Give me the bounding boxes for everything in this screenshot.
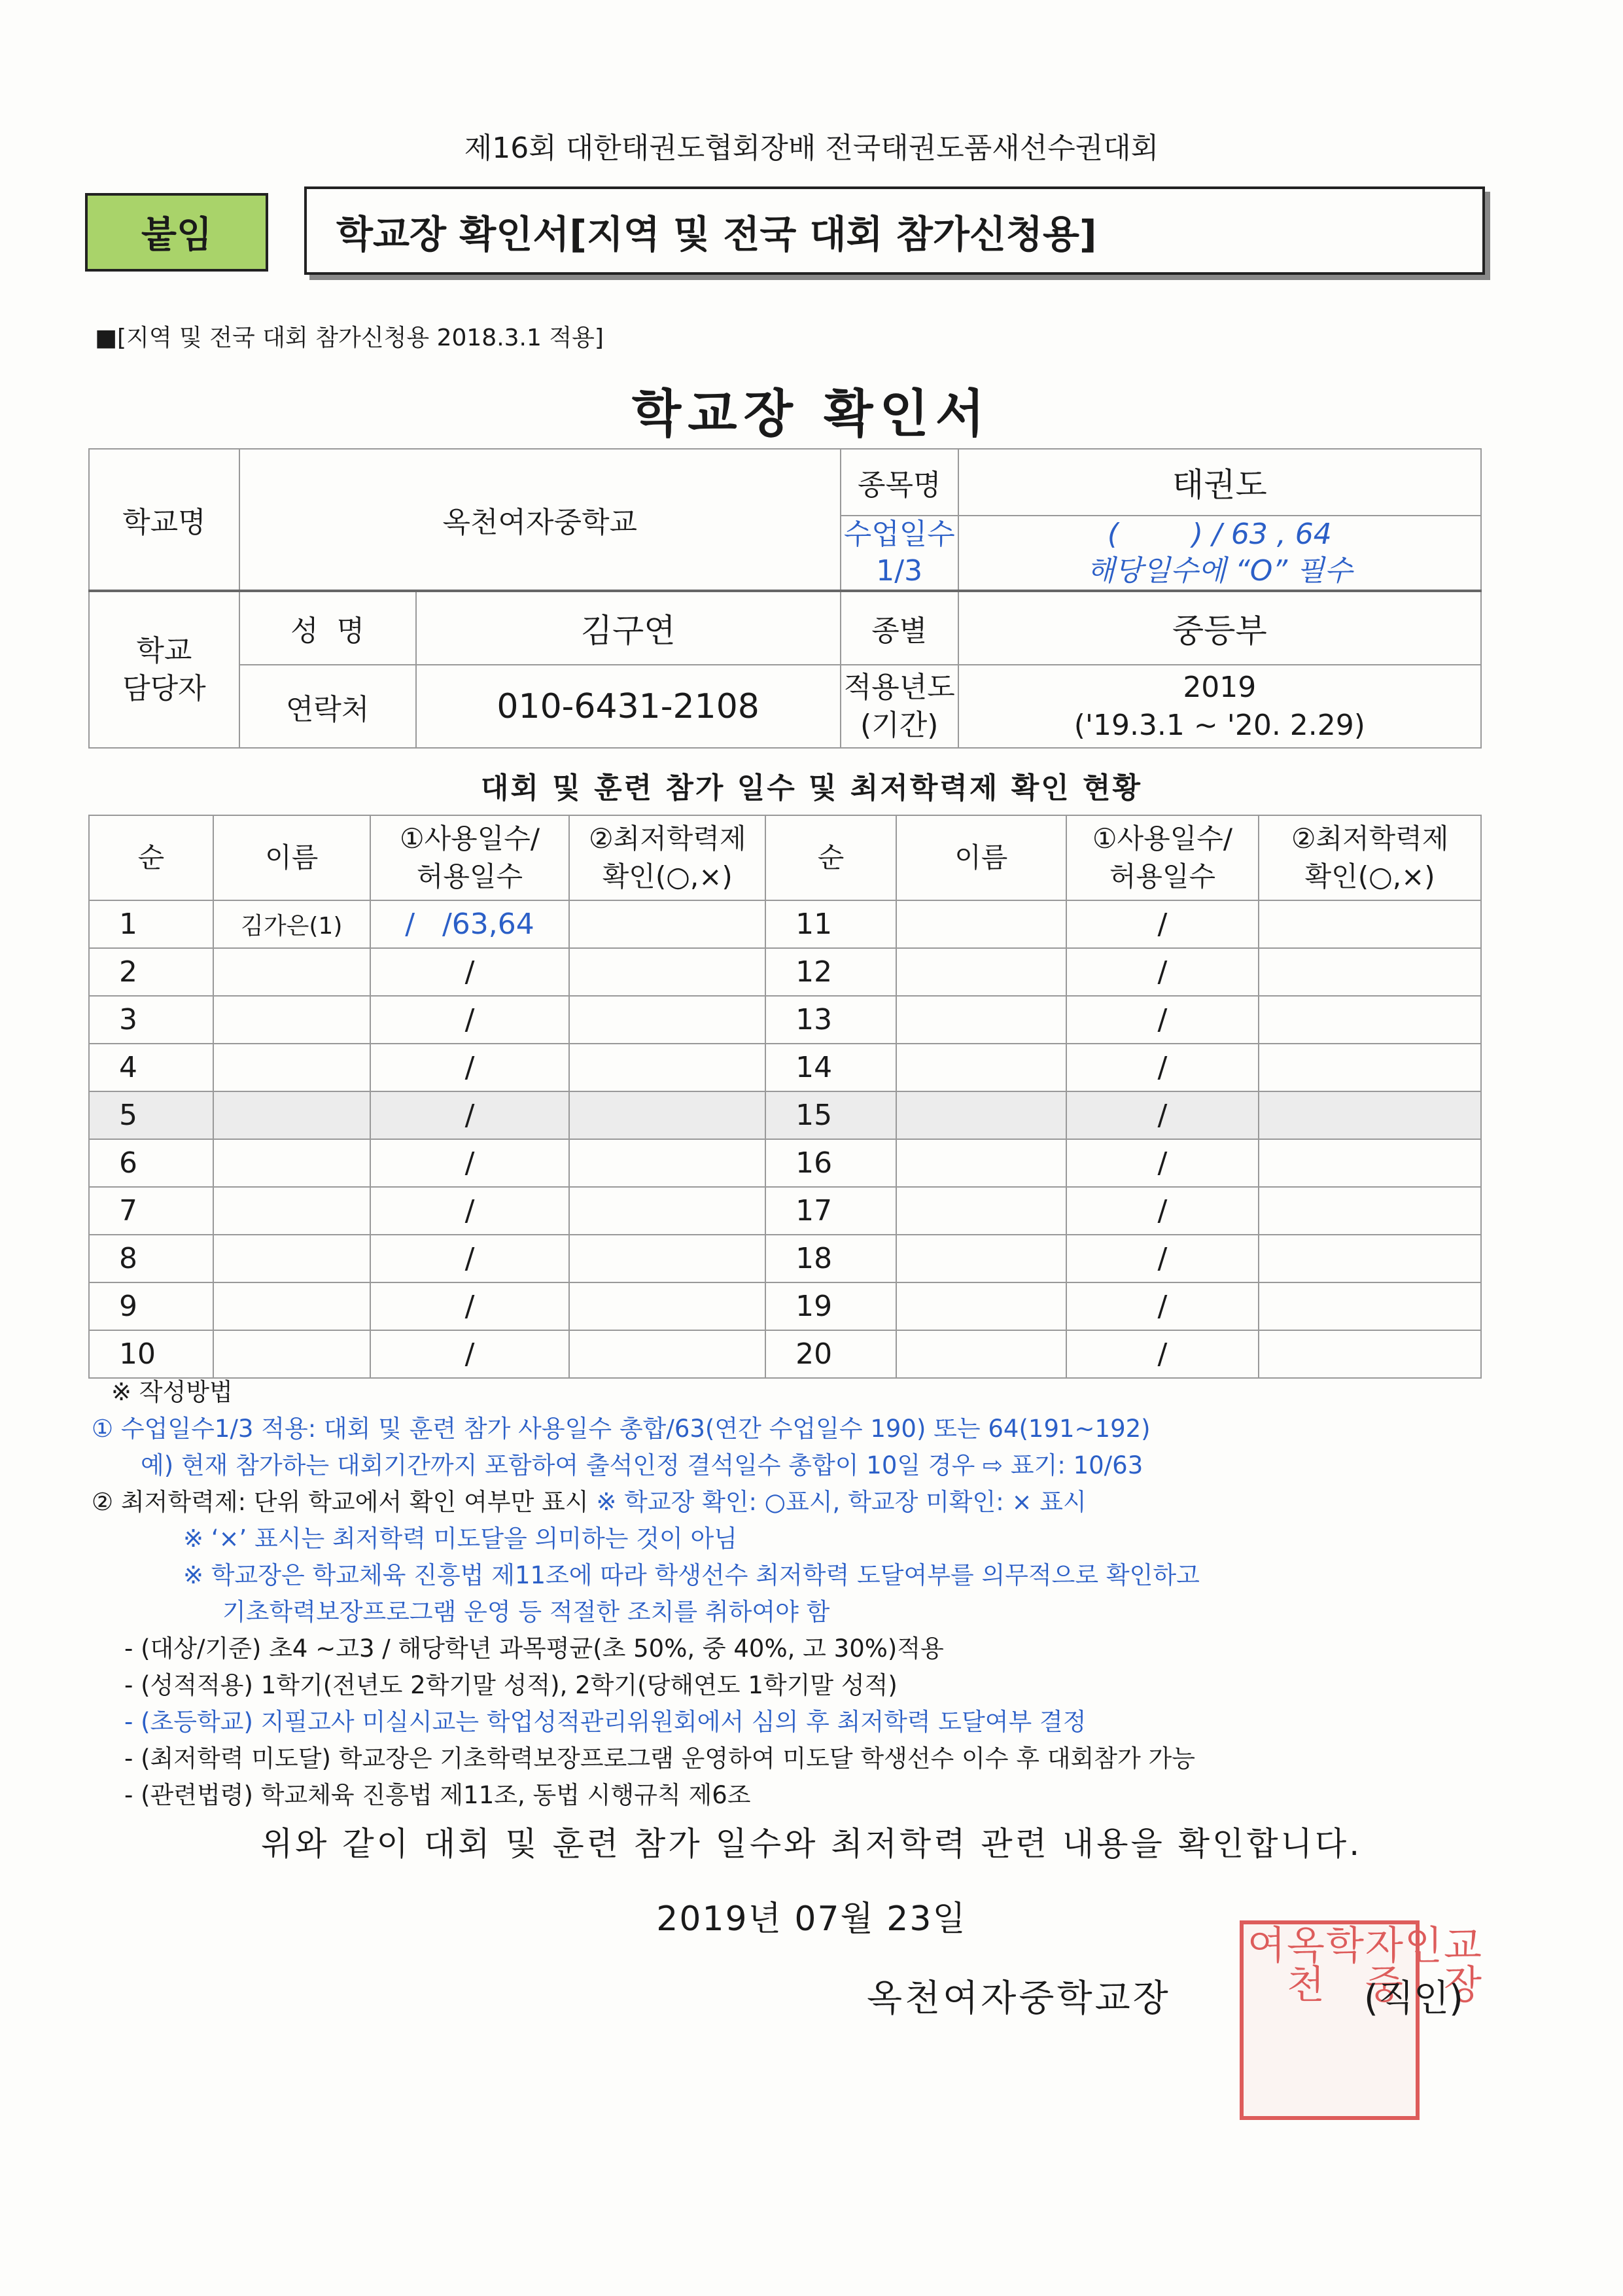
year-label-1: 적용년도 [843,670,955,704]
header-name-right: 이름 [896,815,1066,900]
division-label: 종별 [841,591,958,665]
seal-column-3: 교장인 [1397,1924,1482,2003]
cell-no-right: 15 [765,1091,896,1139]
sport-label: 종목명 [841,449,958,516]
cell-no-left: 9 [89,1282,213,1330]
cell-no-left: 5 [89,1091,213,1139]
instruction-line-7: - (대상/기준) 초4 ~고3 / 해당학년 과목평균(초 50%, 중 40%, 고 30%)적용 [124,1634,944,1663]
manager-label-1: 학교 [136,633,192,667]
cell-no-right: 11 [765,900,896,948]
cell-min-left [569,1139,765,1187]
name-label: 성 명 [239,591,416,665]
cell-no-left: 8 [89,1235,213,1282]
cell-min-right [1259,1330,1481,1378]
manager-label-2: 담당자 [122,671,206,705]
school-value: 옥천여자중학교 [239,449,841,591]
header-min-right-1: ②최저학력제 [1291,822,1449,855]
class-days-label-2: 1/3 [876,554,923,588]
cell-name-left: 김가은(1) [213,900,370,948]
principal-name: 옥천여자중학교장 [867,1977,1171,2020]
cell-name-right [896,1235,1066,1282]
cell-days-right: / [1066,1235,1259,1282]
cell-days-right: / [1066,1187,1259,1235]
instruction-line-11: - (관련법령) 학교체육 진흥법 제11조, 동법 시행규칙 제6조 [124,1781,751,1809]
cell-days-left: / [370,948,570,996]
cell-no-left: 7 [89,1187,213,1235]
cell-days-right: / [1066,948,1259,996]
cell-days-right: / [1066,996,1259,1044]
cell-days-left: / [370,1235,570,1282]
header-days-left-1: ①사용일수/ [399,822,540,855]
cell-days-left: / [370,1044,570,1091]
cell-no-left: 4 [89,1044,213,1091]
year-value-2: ('19.3.1 ~ '20. 2.29) [1073,708,1365,742]
cell-no-left: 2 [89,948,213,996]
class-days-label-1: 수업일수 [843,518,955,551]
seal-column-2: 자중학 [1319,1924,1404,2003]
table-row [89,1330,1481,1378]
cell-min-right [1259,948,1481,996]
cell-no-right: 17 [765,1187,896,1235]
cell-min-right [1259,1139,1481,1187]
table-row [89,1139,1481,1187]
event-title: 제16회 대한태권도협회장배 전국태권도품새선수권대회 [464,132,1159,165]
cell-min-left [569,1330,765,1378]
cell-days-left: / [370,1187,570,1235]
instruction-line-8: - (성적적용) 1학기(전년도 2학기말 성적), 2학기(당해연도 1학기말 성적) [124,1671,898,1699]
cell-days-right: / [1066,1282,1259,1330]
cell-min-left [569,996,765,1044]
table-row [89,1235,1481,1282]
cell-min-left [569,1282,765,1330]
status-table-title: 대회 및 훈련 참가 일수 및 최저학력제 확인 현황 [480,771,1143,805]
cell-min-left [569,1235,765,1282]
instruction-line-3a: ② 최저학력제: 단위 학교에서 확인 여부만 표시 [92,1488,597,1516]
attachment-badge: 붙임 [85,193,268,272]
cell-days-right: / [1066,1044,1259,1091]
table-row [89,948,1481,996]
cell-min-right [1259,1091,1481,1139]
cell-days-left: / [370,996,570,1044]
cell-min-left [569,900,765,948]
cell-name-right [896,948,1066,996]
division-value: 중등부 [958,591,1481,665]
cell-name-left [213,996,370,1044]
class-days-value-1: ( ) / 63 , 64 [1107,518,1332,551]
cell-days-right: / [1066,1139,1259,1187]
header-days-left-2: 허용일수 [416,860,523,892]
header-days-left [370,815,570,900]
cell-no-right: 19 [765,1282,896,1330]
header-min-left [569,815,765,900]
table-row [89,996,1481,1044]
class-days-label [841,516,958,591]
instruction-line-10: - (최저학력 미도달) 학교장은 기초학력보장프로그램 운영하여 미도달 학생선수 이수 후 대회참가 가능 [124,1744,1196,1773]
cell-min-left [569,948,765,996]
manager-label [89,591,239,748]
table-row [89,1282,1481,1330]
header-days-right-1: ①사용일수/ [1092,822,1232,855]
cell-days-right: / [1066,1091,1259,1139]
cell-no-left: 6 [89,1139,213,1187]
instruction-line-4: ※ ‘×’ 표시는 최저학력 미도달을 의미하는 것이 아님 [183,1525,737,1553]
header-no-left: 순 [89,815,213,900]
cell-min-right [1259,1282,1481,1330]
contact-label: 연락처 [239,665,416,748]
document-title: 학교장 확인서[지역 및 전국 대회 참가신청용] [304,186,1485,275]
table-row [89,1091,1481,1139]
header-min-left-1: ②최저학력제 [589,822,746,855]
cell-name-left [213,1044,370,1091]
class-days-value [958,516,1481,591]
cell-name-left [213,1187,370,1235]
cell-no-left: 3 [89,996,213,1044]
cell-name-left [213,948,370,996]
cell-days-right: / [1066,1330,1259,1378]
instruction-line-2: 예) 현재 참가하는 대회기간까지 포함하여 출석인정 결석일수 총합이 10일 경우 ⇨ 표기: 10/63 [141,1451,1143,1479]
contact-value: 010-6431-2108 [416,665,841,748]
table-row [89,900,1481,948]
header-no-right: 순 [765,815,896,900]
cell-no-right: 16 [765,1139,896,1187]
main-title: 학교장 확인서 [631,385,992,444]
cell-name-right [896,1187,1066,1235]
class-days-value-2: 해당일수에 “O” 필수 [1087,554,1353,588]
cell-days-left: / [370,1282,570,1330]
cell-min-right [1259,1187,1481,1235]
info-table [88,448,1482,749]
year-label-2: (기간) [860,708,939,742]
cell-no-right: 12 [765,948,896,996]
applicability-note: ■[지역 및 전국 대회 참가신청용 2018.3.1 적용] [95,325,604,351]
year-value [958,665,1481,748]
cell-min-right [1259,996,1481,1044]
instructions-heading: ※ 작성방법 [111,1378,233,1406]
cell-name-left [213,1139,370,1187]
cell-days-left: / [370,1091,570,1139]
header-name-left: 이름 [213,815,370,900]
confirmation-statement: 위와 같이 대회 및 훈련 참가 일수와 최저학력 관련 내용을 확인합니다. [260,1825,1363,1863]
cell-name-left [213,1091,370,1139]
cell-no-right: 20 [765,1330,896,1378]
year-label [841,665,958,748]
cell-name-right [896,996,1066,1044]
cell-min-right [1259,900,1481,948]
cell-no-right: 14 [765,1044,896,1091]
cell-days-right: / [1066,900,1259,948]
cell-name-right [896,1044,1066,1091]
table-row [89,1187,1481,1235]
name-value: 김구연 [416,591,841,665]
cell-name-left [213,1235,370,1282]
cell-days-left: / [370,1330,570,1378]
cell-days-left: / /63,64 [370,900,570,948]
cell-name-left [213,1282,370,1330]
cell-min-left [569,1091,765,1139]
cell-name-right [896,900,1066,948]
cell-min-left [569,1044,765,1091]
year-value-1: 2019 [1183,670,1257,704]
cell-no-right: 18 [765,1235,896,1282]
cell-name-right [896,1091,1066,1139]
cell-name-right [896,1139,1066,1187]
header-min-left-2: 확인(○,×) [602,860,733,892]
cell-no-left: 10 [89,1330,213,1378]
table-row [89,1044,1481,1091]
cell-name-right [896,1282,1066,1330]
cell-min-left [569,1187,765,1235]
instructions [92,1374,1505,1814]
sport-value: 태권도 [958,449,1481,516]
cell-no-right: 13 [765,996,896,1044]
participation-table [88,815,1482,1379]
header-days-right [1066,815,1259,900]
header-min-right [1259,815,1481,900]
header-min-right-2: 확인(○,×) [1304,860,1435,892]
instruction-line-3b: ※ 학교장 확인: ○표시, 학교장 미확인: × 표시 [596,1488,1087,1516]
cell-name-left [213,1330,370,1378]
instruction-line-9: - (초등학교) 지필고사 미실시교는 학업성적관리위원회에서 심의 후 최저학력 도달여부 결정 [124,1708,1087,1736]
cell-min-right [1259,1235,1481,1282]
instruction-line-6: 기초학력보장프로그램 운영 등 적절한 조치를 취하여야 함 [222,1598,830,1626]
seal-column-1: 옥천여 [1240,1924,1325,2003]
instruction-line-1: ① 수업일수1/3 적용: 대회 및 훈련 참가 사용일수 총합/63(연간 수업일수 190) 또는 64(191~192) [92,1415,1151,1443]
cell-no-left: 1 [89,900,213,948]
instruction-line-5: ※ 학교장은 학교체육 진흥법 제11조에 따라 학생선수 최저학력 도달여부를 의무적으로 확인하고 [183,1561,1200,1589]
header-days-right-2: 허용일수 [1109,860,1216,892]
cell-days-left: / [370,1139,570,1187]
school-label: 학교명 [89,449,239,591]
cell-name-right [896,1330,1066,1378]
seal-mark-label: (직인) [1364,1977,1463,2020]
issue-date: 2019년 07월 23일 [656,1899,967,1939]
cell-min-right [1259,1044,1481,1091]
instruction-line-3 [92,1484,1505,1521]
